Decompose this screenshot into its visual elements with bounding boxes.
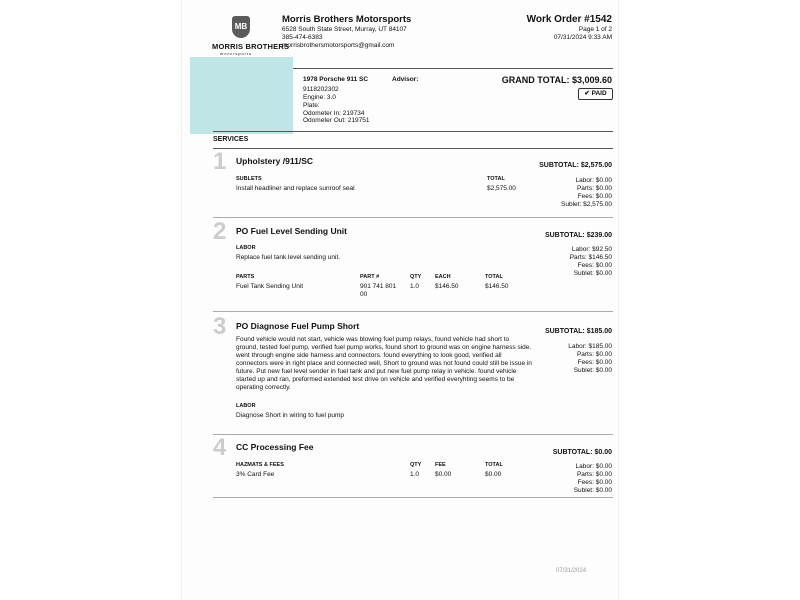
breakdown-parts: Parts: $0.00	[576, 351, 612, 358]
fee-amount: $0.00	[435, 471, 452, 478]
vehicle-name: 1978 Porsche 911 SC	[303, 76, 369, 83]
breakdown-fees: Fees: $0.00	[577, 479, 612, 486]
vehicle-plate: Plate:	[303, 102, 320, 109]
odometer-out: Odometer Out: 219751	[303, 117, 370, 124]
footer-divider	[213, 497, 613, 498]
services-divider	[213, 148, 613, 149]
service-number: 4	[213, 434, 227, 461]
service-number: 3	[213, 313, 227, 340]
fee-name: 3% Card Fee	[236, 471, 275, 478]
business-name: Morris Brothers Motorsports	[282, 14, 412, 25]
service-subtotal: SUBTOTAL: $239.00	[544, 232, 612, 239]
sublet-item-total: $2,575.00	[487, 185, 516, 192]
sublets-label: SUBLETS	[236, 176, 262, 182]
service-title: CC Processing Fee	[236, 442, 314, 452]
parts-header-each: EACH	[435, 274, 451, 280]
business-phone: 385-474-6383	[282, 34, 323, 41]
logo-name: MORRIS BROTHERS	[212, 42, 290, 51]
logo-subtitle: motorsports	[220, 51, 253, 56]
odometer-in: Odometer In: 219734	[303, 110, 365, 117]
breakdown-labor: Labor: $0.00	[575, 177, 612, 184]
service-breakdown	[568, 343, 612, 375]
labor-label: LABOR	[236, 403, 256, 409]
part-total: $146.50	[485, 283, 509, 290]
service-description: Found vehicle would not start, vehicle was blowing fuel pump relays, found vehicle had short to ground, tested fuel pump, verified fuel pump works, found short to ground was on engine harness side. went through engine side harness and connectors. found everything to look good, verified all connectors were in right place and connected well, Short to ground was not found could still be issue in future. Put new fuel level sender in fuel tank and put new fuel pump relay in vehicle. found vehicle started up and ran, preformed extended test drive on vehicle and verified everyhting seems to be operating correctly.	[236, 336, 532, 391]
sublet-item: Install headliner and replace sunroof seal	[236, 185, 355, 192]
breakdown-parts: Parts: $0.00	[576, 185, 612, 192]
footer-date-stamp: 07/31/2024	[556, 568, 587, 574]
work-order-datetime: 07/31/2024 9:33 AM	[553, 34, 612, 41]
advisor-label: Advisor:	[392, 76, 419, 83]
services-header: SERVICES	[213, 136, 249, 143]
part-each: $146.50	[435, 283, 459, 290]
breakdown-sublet: Sublet: $0.00	[573, 270, 612, 277]
breakdown-labor: Labor: $0.00	[575, 463, 612, 470]
vehicle-vin: 9118202302	[303, 86, 339, 93]
vehicle-engine: Engine: 3.0	[303, 94, 336, 101]
breakdown-parts: Parts: $146.50	[569, 254, 612, 261]
service-breakdown	[561, 177, 612, 209]
labor-text: Diagnose Short in wiring to fuel pump	[236, 412, 345, 419]
total-label: TOTAL	[487, 176, 505, 182]
grand-total: GRAND TOTAL: $3,009.60	[501, 75, 612, 85]
check-icon: ✔	[584, 90, 590, 97]
redacted-customer-box	[190, 57, 293, 134]
service-divider	[213, 311, 613, 312]
labor-text: Replace fuel tank level sending unit.	[236, 254, 341, 261]
business-email: morrisbrothersmotorsports@gmail.com	[282, 42, 395, 49]
part-name: Fuel Tank Sending Unit	[236, 283, 304, 290]
service-breakdown	[574, 463, 612, 495]
breakdown-sublet: Sublet: $0.00	[573, 487, 612, 494]
fees-header-name: HAZMATS & FEES	[236, 462, 284, 468]
logo-badge: MB	[232, 16, 250, 38]
fees-header-qty: QTY	[410, 462, 422, 468]
service-number: 1	[213, 148, 227, 175]
fees-header-total: TOTAL	[485, 462, 503, 468]
paid-label: PAID	[591, 90, 607, 97]
business-address: 6528 South State Street, Murray, UT 84107	[282, 26, 407, 33]
work-order-title: Work Order #1542	[526, 14, 612, 25]
parts-header-partnum: PART #	[360, 274, 380, 280]
breakdown-labor: Labor: $92.50	[571, 246, 612, 253]
service-divider	[213, 217, 613, 218]
paid-badge	[578, 88, 613, 100]
service-number: 2	[213, 218, 227, 245]
service-title: PO Diagnose Fuel Pump Short	[236, 321, 360, 331]
fee-qty: 1.0	[410, 471, 420, 478]
part-number: 901 741 801 00	[360, 283, 397, 298]
breakdown-fees: Fees: $0.00	[577, 193, 612, 200]
labor-label: LABOR	[236, 245, 256, 251]
parts-header-total: TOTAL	[485, 274, 503, 280]
service-subtotal: SUBTOTAL: $185.00	[544, 328, 612, 335]
part-qty: 1.0	[410, 283, 420, 290]
breakdown-sublet: Sublet: $2,575.00	[561, 201, 612, 208]
breakdown-sublet: Sublet: $0.00	[573, 367, 612, 374]
service-subtotal: SUBTOTAL: $0.00	[552, 449, 612, 456]
service-title: Upholstery /911/SC	[236, 156, 314, 166]
fees-header-fee: FEE	[435, 462, 446, 468]
breakdown-fees: Fees: $0.00	[577, 262, 612, 269]
service-breakdown	[570, 246, 612, 278]
parts-header-qty: QTY	[410, 274, 422, 280]
page-number: Page 1 of 2	[578, 26, 612, 33]
parts-header-parts: PARTS	[236, 274, 255, 280]
vehicle-divider	[213, 131, 613, 132]
breakdown-fees: Fees: $0.00	[577, 359, 612, 366]
breakdown-labor: Labor: $185.00	[568, 343, 612, 350]
breakdown-parts: Parts: $0.00	[576, 471, 612, 478]
service-subtotal: SUBTOTAL: $2,575.00	[539, 162, 612, 169]
fee-total: $0.00	[485, 471, 502, 478]
service-title: PO Fuel Level Sending Unit	[236, 226, 347, 236]
service-divider	[213, 434, 613, 435]
